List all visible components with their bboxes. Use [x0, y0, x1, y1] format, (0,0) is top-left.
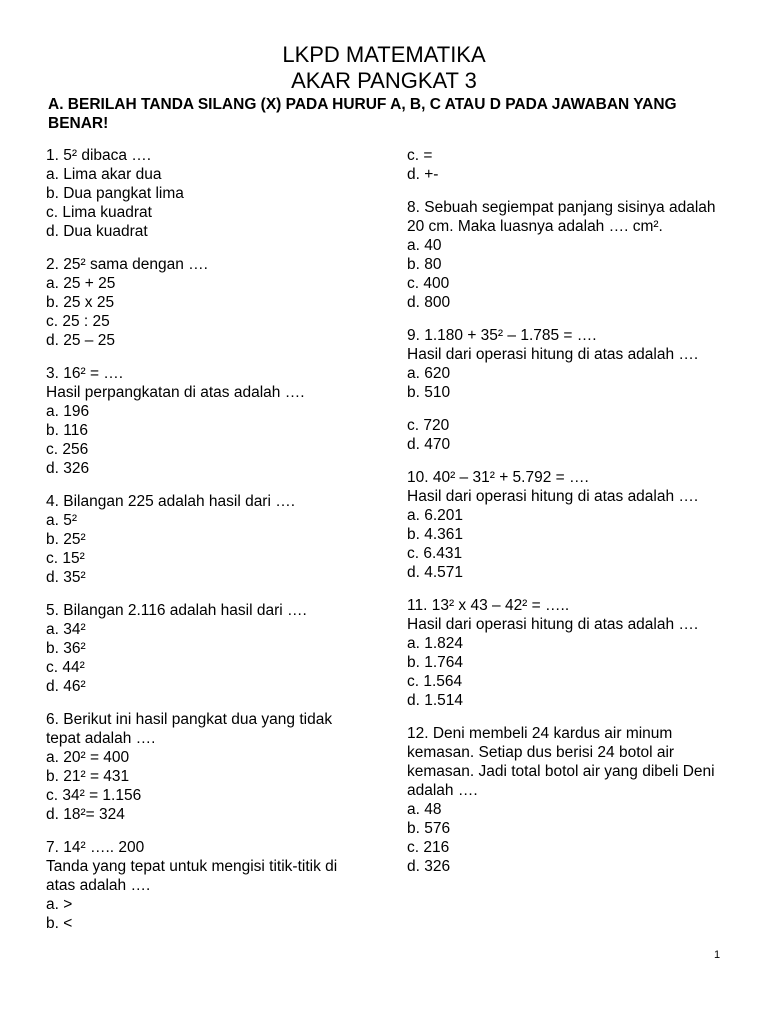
- question-subtext: Hasil dari operasi hitung di atas adalah ….: [407, 616, 699, 633]
- document-subtitle: AKAR PANGKAT 3: [291, 68, 477, 93]
- option-a: a. >: [46, 896, 73, 913]
- option-d: d. +-: [407, 166, 439, 183]
- option-a: a. 6.201: [407, 507, 464, 524]
- option-b: b. 36²: [46, 640, 86, 657]
- question-7-continued: [407, 146, 717, 184]
- option-b: b. 25²: [46, 531, 86, 548]
- question-subtext: Hasil perpangkatan di atas adalah ….: [46, 384, 305, 401]
- option-b: b. 80: [407, 256, 442, 273]
- question-1: [46, 146, 376, 241]
- option-b: b. 21² = 431: [46, 768, 130, 785]
- right-column: [407, 146, 717, 890]
- question-5: [46, 601, 376, 696]
- section-instruction: A. BERILAH TANDA SILANG (X) PADA HURUF A, B, C ATAU D PADA JAWABAN YANG BENAR!: [48, 96, 677, 132]
- option-a: a. 20² = 400: [46, 749, 130, 766]
- option-d: d. 35²: [46, 569, 86, 586]
- option-b: b. 25 x 25: [46, 294, 115, 311]
- option-d: d. 46²: [46, 678, 86, 695]
- option-a: a. 40: [407, 237, 442, 254]
- spacer: [407, 402, 717, 416]
- option-c: c. 256: [46, 441, 89, 458]
- option-c: c. 400: [407, 275, 450, 292]
- option-c: c. 6.431: [407, 545, 463, 562]
- question-subtext: Hasil dari operasi hitung di atas adalah ….: [407, 346, 699, 363]
- option-d: d. 326: [407, 858, 451, 875]
- option-c: c. 25 : 25: [46, 313, 110, 330]
- option-c: c. 15²: [46, 550, 85, 567]
- question-subtext: Hasil dari operasi hitung di atas adalah ….: [407, 488, 699, 505]
- question-6: [46, 710, 376, 824]
- left-column: [46, 146, 376, 947]
- question-stem: 3. 16² = ….: [46, 365, 124, 382]
- option-a: a. 196: [46, 403, 90, 420]
- question-stem: 5. Bilangan 2.116 adalah hasil dari ….: [46, 602, 307, 619]
- question-stem: 8. Sebuah segiempat panjang sisinya adalah 20 cm. Maka luasnya adalah …. cm².: [407, 199, 716, 235]
- question-stem: 12. Deni membeli 24 kardus air minum kemasan. Setiap dus berisi 24 botol air kemasan. Jadi total botol air yang dibeli Deni adalah ….: [407, 725, 715, 799]
- question-stem: 4. Bilangan 225 adalah hasil dari ….: [46, 493, 296, 510]
- page-number: 1: [714, 949, 721, 961]
- question-10: [407, 468, 717, 582]
- option-b: b. 4.361: [407, 526, 464, 543]
- question-11: [407, 596, 717, 710]
- question-stem: 7. 14² ….. 200: [46, 839, 145, 856]
- option-d: d. 1.514: [407, 692, 464, 709]
- option-a: a. 620: [407, 365, 451, 382]
- question-3: [46, 364, 376, 478]
- option-a: a. 1.824: [407, 635, 464, 652]
- option-d: d. 470: [407, 436, 451, 453]
- option-b: b. <: [46, 915, 73, 932]
- question-2: [46, 255, 376, 350]
- question-stem: 10. 40² – 31² + 5.792 = ….: [407, 469, 589, 486]
- option-c: c. 216: [407, 839, 450, 856]
- option-d: d. 18²= 324: [46, 806, 125, 823]
- option-c: c. 44²: [46, 659, 85, 676]
- option-d: d. 800: [407, 294, 451, 311]
- option-a: a. 34²: [46, 621, 86, 638]
- question-12: [407, 724, 717, 876]
- question-stem: 9. 1.180 + 35² – 1.785 = ….: [407, 327, 597, 344]
- question-4: [46, 492, 376, 587]
- option-b: b. 116: [46, 422, 88, 439]
- document-title: LKPD MATEMATIKA: [282, 42, 486, 67]
- option-b: b. Dua pangkat lima: [46, 185, 184, 202]
- option-b: b. 510: [407, 384, 451, 401]
- option-d: d. 4.571: [407, 564, 464, 581]
- option-c: c. 1.564: [407, 673, 463, 690]
- option-c: c. =: [407, 147, 433, 164]
- option-c: c. 34² = 1.156: [46, 787, 142, 804]
- question-stem: 2. 25² sama dengan ….: [46, 256, 208, 273]
- option-d: d. Dua kuadrat: [46, 223, 148, 240]
- question-stem: 1. 5² dibaca ….: [46, 147, 152, 164]
- question-9: [407, 326, 717, 454]
- option-d: d. 326: [46, 460, 90, 477]
- option-a: a. 5²: [46, 512, 78, 529]
- option-b: b. 576: [407, 820, 451, 837]
- question-8: [407, 198, 717, 312]
- question-stem: 6. Berikut ini hasil pangkat dua yang tidak tepat adalah ….: [46, 711, 333, 747]
- option-a: a. Lima akar dua: [46, 166, 162, 183]
- option-c: c. Lima kuadrat: [46, 204, 152, 221]
- option-c: c. 720: [407, 417, 450, 434]
- question-subtext: Tanda yang tepat untuk mengisi titik-titik di atas adalah ….: [46, 858, 338, 894]
- option-d: d. 25 – 25: [46, 332, 115, 349]
- option-a: a. 48: [407, 801, 442, 818]
- option-b: b. 1.764: [407, 654, 464, 671]
- option-a: a. 25 + 25: [46, 275, 116, 292]
- question-7: [46, 838, 376, 933]
- question-stem: 11. 13² x 43 – 42² = …..: [407, 597, 570, 614]
